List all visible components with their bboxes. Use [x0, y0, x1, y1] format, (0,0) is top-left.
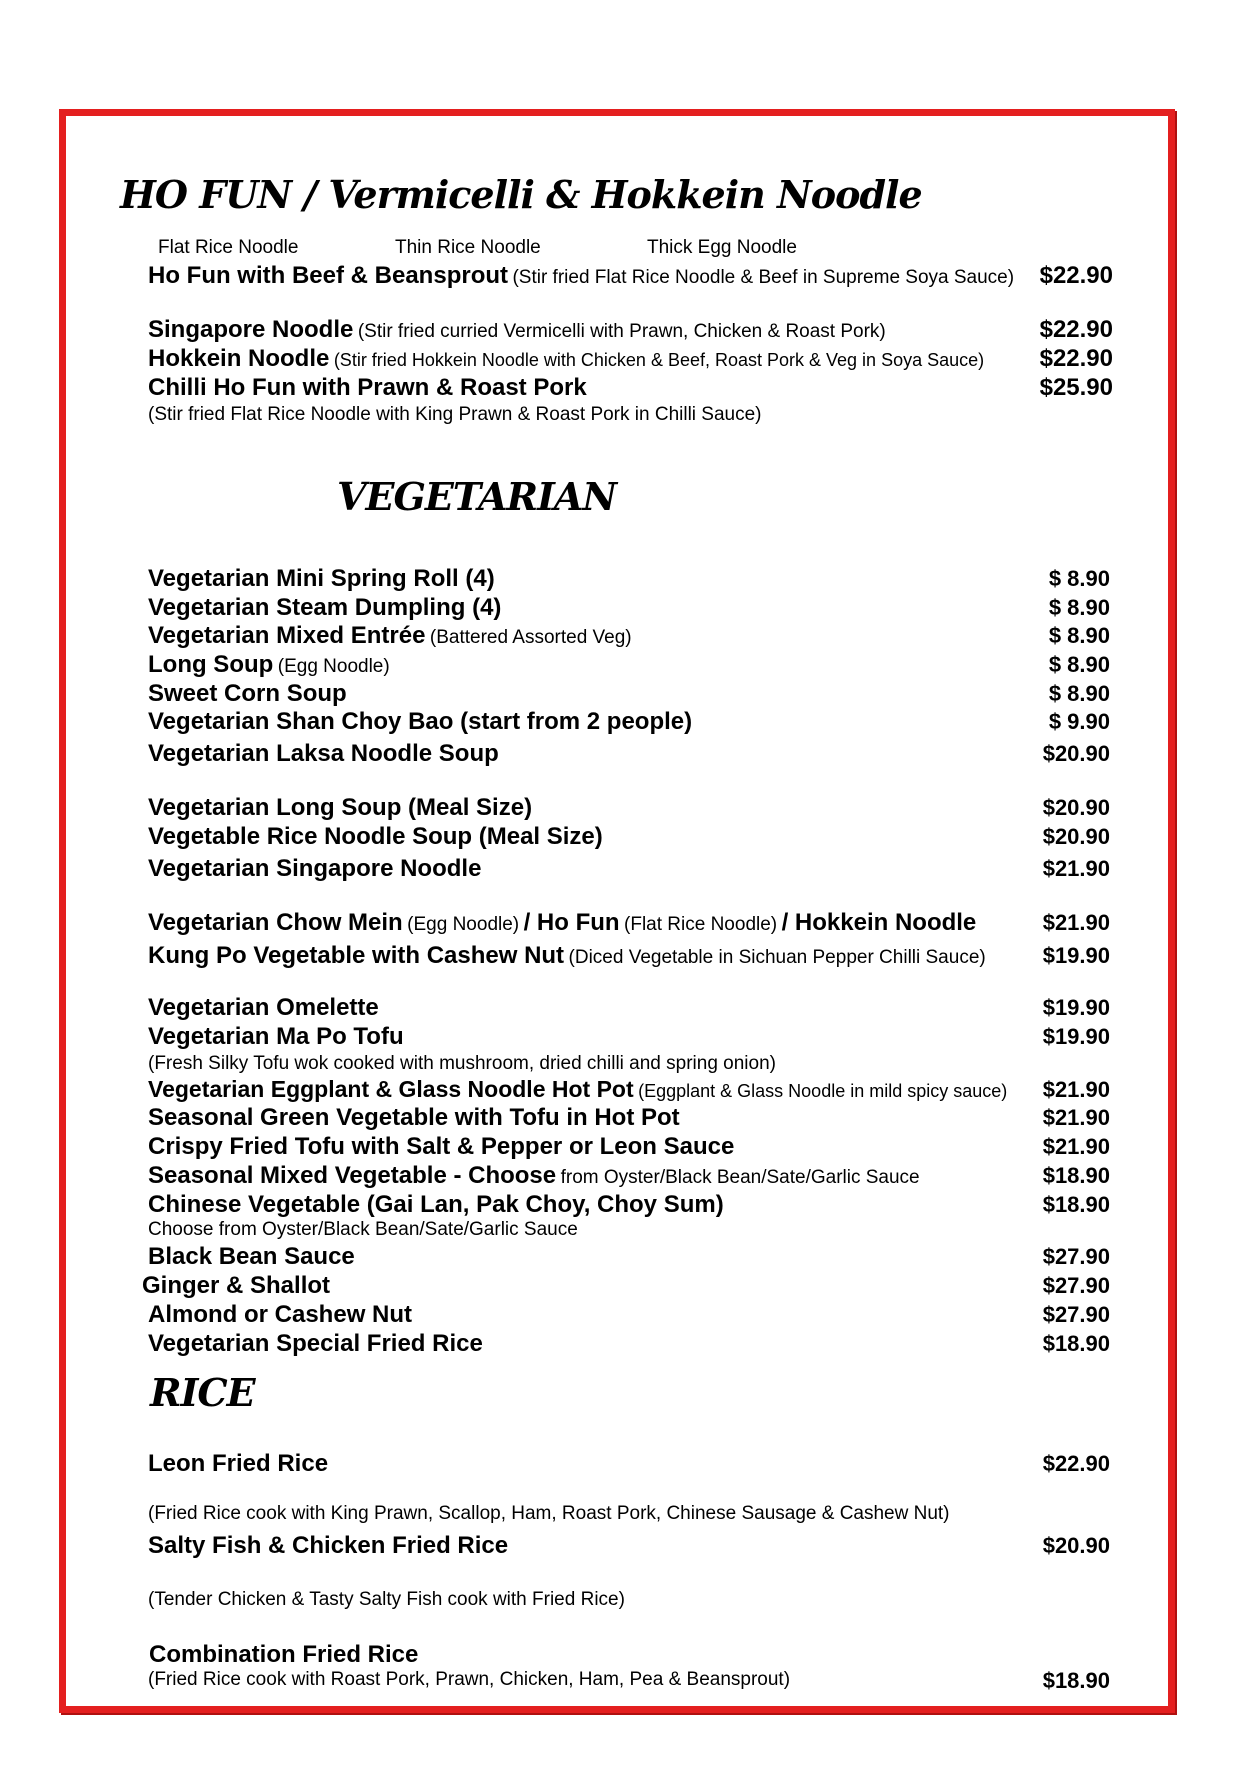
menu-item: [148, 1135, 734, 1159]
menu-item: [148, 857, 481, 881]
menu-item: [148, 796, 532, 820]
item-desc: (Eggplant & Glass Noodle in mild spicy sauce): [638, 1081, 1008, 1101]
item-name: Chilli Ho Fun with Prawn & Roast Pork: [148, 374, 587, 401]
item-name: Chinese Vegetable (Gai Lan, Pak Choy, Choy Sum): [148, 1191, 724, 1218]
menu-item: [148, 653, 390, 677]
item-desc: (Egg Noodle): [277, 656, 390, 677]
item-price: $18.90: [1042, 1163, 1110, 1188]
item-price: $ 9.90: [1048, 709, 1110, 734]
item-price: $ 8.90: [1048, 623, 1110, 648]
item-name: Vegetarian Special Fried Rice: [148, 1330, 483, 1357]
menu-item: [148, 567, 495, 591]
item-name: Vegetarian Eggplant & Glass Noodle Hot Pot: [148, 1076, 634, 1102]
item-price: $22.90: [1039, 316, 1113, 343]
item-price: $19.90: [1042, 995, 1110, 1020]
item-desc: (Fresh Silky Tofu wok cooked with mushroom, dried chilli and spring onion): [148, 1053, 776, 1074]
item-name: Vegetarian Omelette: [148, 994, 379, 1021]
item-price: $19.90: [1042, 1024, 1110, 1049]
item-desc: (Tender Chicken & Tasty Salty Fish cook with Fried Rice): [148, 1589, 625, 1610]
menu-item: [149, 1643, 418, 1667]
item-price: $22.90: [1042, 1451, 1110, 1476]
item-desc: Choose from Oyster/Black Bean/Sate/Garlic Sauce: [148, 1219, 578, 1240]
menu-item: [148, 1452, 328, 1476]
item-name: Seasonal Mixed Vegetable - Choose: [148, 1162, 557, 1189]
item-desc: (Stir fried Flat Rice Noodle & Beef in Supreme Soya Sauce): [512, 267, 1015, 288]
item-price: $27.90: [1042, 1273, 1110, 1298]
menu-item: [148, 1193, 724, 1217]
item-name: Vegetarian Shan Choy Bao (start from 2 people): [148, 708, 693, 735]
item-name: / Hokkein Noodle: [781, 909, 977, 936]
item-price: $18.90: [1042, 1192, 1110, 1217]
noodle-type-label: Thin Rice Noodle: [395, 237, 541, 258]
section-title-hofun: HO FUN / Vermicelli & Hokkein Noodle: [120, 172, 922, 217]
item-price: $21.90: [1042, 1105, 1110, 1130]
item-desc: (Diced Vegetable in Sichuan Pepper Chilli Sauce): [568, 947, 986, 968]
item-desc: (Stir fried Flat Rice Noodle with King Prawn & Roast Pork in Chilli Sauce): [148, 404, 762, 425]
menu-item: [148, 1332, 483, 1356]
item-price: $20.90: [1042, 795, 1110, 820]
item-name: Kung Po Vegetable with Cashew Nut: [148, 942, 565, 969]
item-price: $ 8.90: [1048, 652, 1110, 677]
item-price: $25.90: [1039, 374, 1113, 401]
item-name: Vegetarian Mixed Entrée: [148, 622, 426, 649]
item-name: Vegetarian Chow Mein: [148, 909, 403, 936]
item-price: $21.90: [1042, 1134, 1110, 1159]
menu-item: [148, 682, 347, 706]
item-name: Hokkein Noodle: [148, 345, 330, 372]
item-price: $ 8.90: [1048, 681, 1110, 706]
menu-item: [148, 1534, 508, 1558]
noodle-type-label: Flat Rice Noodle: [158, 237, 299, 258]
item-desc: (Egg Noodle): [407, 914, 520, 935]
item-price: $19.90: [1042, 943, 1110, 968]
item-name: Vegetarian Laksa Noodle Soup: [148, 740, 499, 767]
item-name: Sweet Corn Soup: [148, 680, 347, 707]
item-price: $21.90: [1042, 910, 1110, 935]
menu-item: [148, 596, 501, 620]
item-desc: (Stir fried curried Vermicelli with Prawn, Chicken & Roast Pork): [357, 321, 886, 342]
menu-item: [148, 347, 984, 371]
item-name: / Ho Fun: [523, 909, 620, 936]
item-price: $22.90: [1039, 262, 1113, 289]
item-name: Vegetarian Mini Spring Roll (4): [148, 565, 495, 592]
menu-item: [148, 742, 499, 766]
menu-item: [148, 944, 986, 968]
item-price: $27.90: [1042, 1244, 1110, 1269]
item-name: Combination Fried Rice: [149, 1641, 419, 1668]
item-name: Vegetarian Steam Dumpling (4): [148, 594, 502, 621]
item-name: Vegetarian Singapore Noodle: [148, 855, 482, 882]
noodle-type-label: Thick Egg Noodle: [647, 237, 797, 258]
item-price: $ 8.90: [1048, 595, 1110, 620]
item-name: Almond or Cashew Nut: [148, 1301, 413, 1328]
item-price: $20.90: [1042, 1533, 1110, 1558]
section-title-rice: RICE: [150, 1370, 255, 1415]
item-price: $20.90: [1042, 741, 1110, 766]
item-price: $21.90: [1042, 1077, 1110, 1102]
item-name: Vegetable Rice Noodle Soup (Meal Size): [148, 823, 603, 850]
menu-item: [148, 911, 976, 935]
item-name: Vegetarian Ma Po Tofu: [148, 1023, 404, 1050]
item-name: Ho Fun with Beef & Beansprout: [148, 262, 508, 289]
section-title-vegetarian: VEGETARIAN: [337, 474, 617, 519]
item-name: Ginger & Shallot: [142, 1272, 331, 1299]
item-name: Vegetarian Long Soup (Meal Size): [148, 794, 533, 821]
menu-item: [148, 1106, 680, 1130]
item-desc: (Flat Rice Noodle): [624, 914, 778, 935]
item-name: Salty Fish & Chicken Fried Rice: [148, 1532, 509, 1559]
menu-item: [148, 825, 603, 849]
item-desc: from Oyster/Black Bean/Sate/Garlic Sauce: [560, 1167, 920, 1188]
menu-item: [148, 1025, 404, 1049]
item-name: Crispy Fried Tofu with Salt & Pepper or Leon Sauce: [148, 1133, 735, 1160]
menu-item: [148, 710, 692, 734]
item-price: $21.90: [1042, 856, 1110, 881]
item-price: $ 8.90: [1048, 566, 1110, 591]
item-name: Singapore Noodle: [148, 316, 354, 343]
item-desc: (Stir fried Hokkein Noodle with Chicken & Beef, Roast Pork & Veg in Soya Sauce): [333, 350, 985, 370]
item-desc: (Fried Rice cook with King Prawn, Scallop, Ham, Roast Pork, Chinese Sausage & Cashew Nut): [148, 1503, 950, 1524]
item-price: $20.90: [1042, 824, 1110, 849]
item-name: Leon Fried Rice: [148, 1450, 329, 1477]
item-price: $18.90: [1042, 1331, 1110, 1356]
menu-item: [142, 1274, 330, 1298]
item-price: $27.90: [1042, 1302, 1110, 1327]
menu-item: [148, 624, 632, 648]
menu-item: [148, 318, 886, 342]
item-name: Long Soup: [148, 651, 274, 678]
menu-item: [148, 1303, 412, 1327]
item-desc: (Battered Assorted Veg): [429, 627, 632, 648]
item-price: $22.90: [1039, 345, 1113, 372]
item-name: Black Bean Sauce: [148, 1243, 355, 1270]
menu-item: [148, 1245, 355, 1269]
item-name: Seasonal Green Vegetable with Tofu in Hot Pot: [148, 1104, 680, 1131]
menu-item: [148, 996, 379, 1020]
menu-item: [148, 1078, 1007, 1101]
item-desc: (Fried Rice cook with Roast Pork, Prawn, Chicken, Ham, Pea & Beansprout): [148, 1669, 791, 1690]
item-price: $18.90: [1042, 1668, 1110, 1693]
menu-item: [148, 1164, 920, 1188]
menu-item: [148, 264, 1014, 288]
